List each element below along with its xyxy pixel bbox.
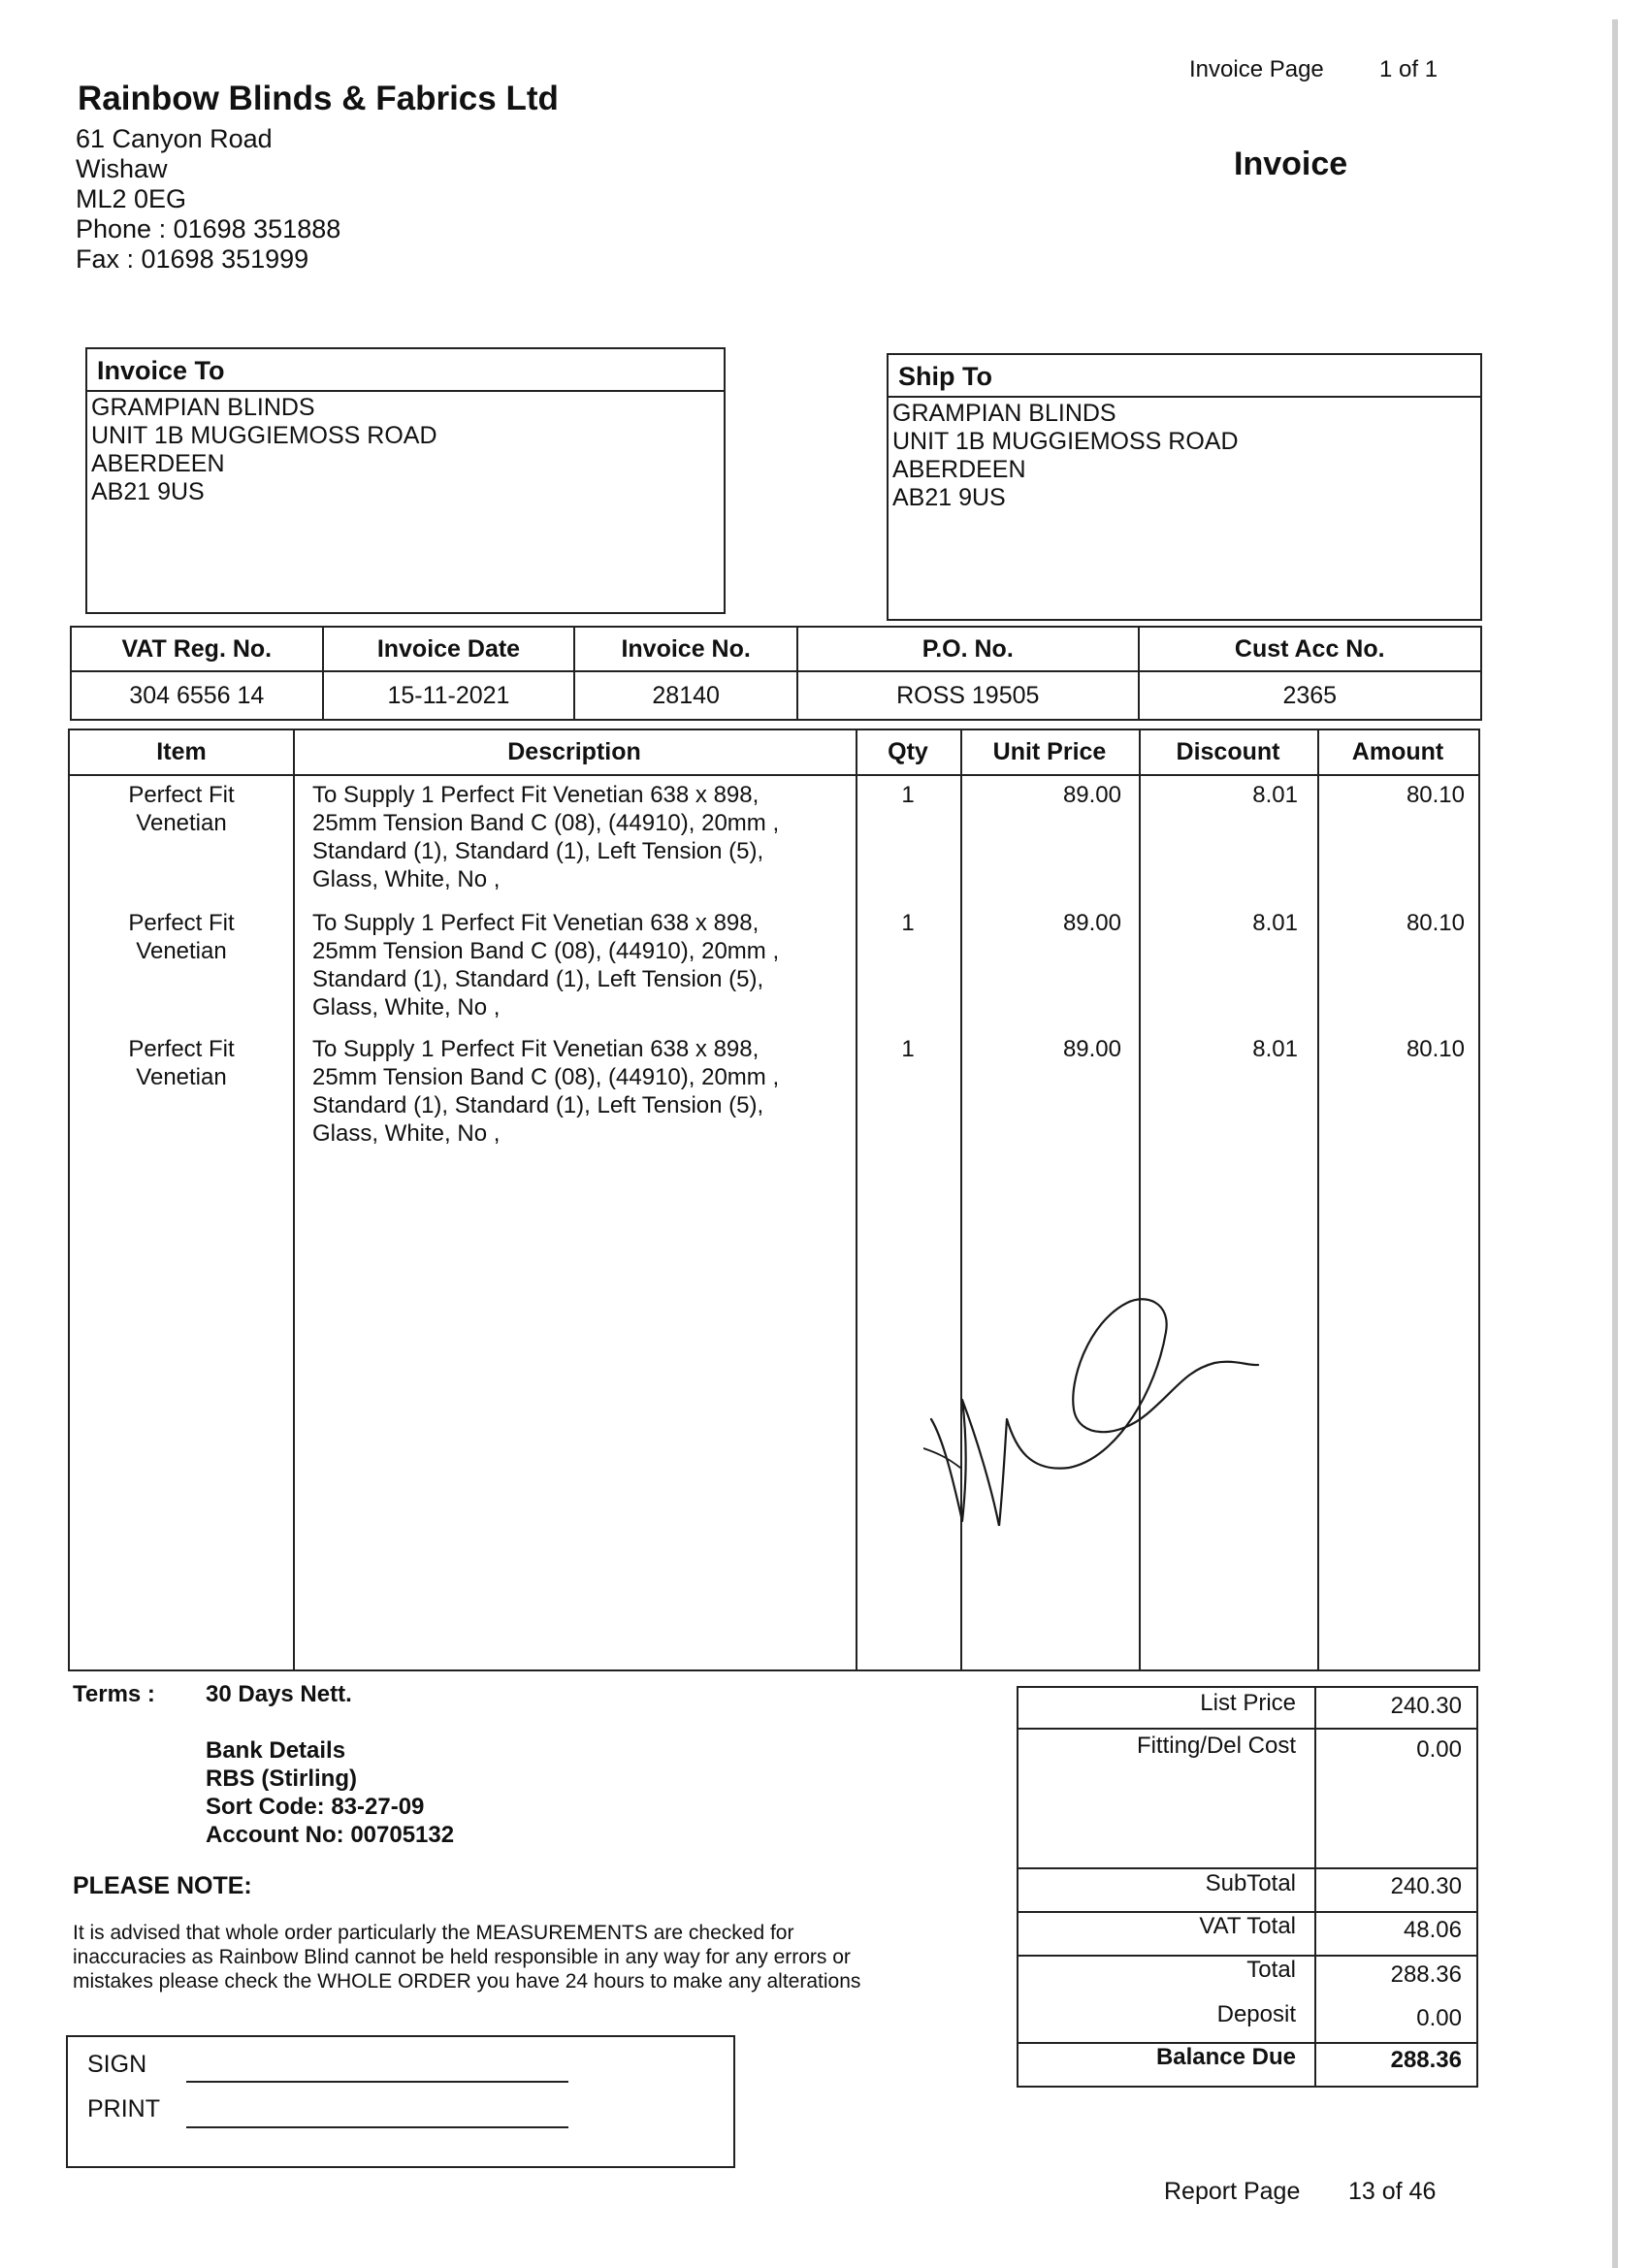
- item-description: [312, 1035, 856, 1148]
- note-line: It is advised that whole order particularly the MEASUREMENTS are checked for: [73, 1922, 794, 1944]
- ship-to-address: [889, 398, 1480, 512]
- totals-box: [1017, 1686, 1478, 2088]
- list-price-value: 240.30: [1390, 1693, 1462, 1719]
- report-page-label: Report Page: [1164, 2178, 1301, 2205]
- vat-total-value: 48.06: [1403, 1917, 1462, 1943]
- description-line: 25mm Tension Band C (08), (44910), 20mm ,: [312, 1064, 780, 1090]
- fitting-cost-label: Fitting/Del Cost: [1136, 1733, 1296, 1759]
- account-number: Account No: 00705132: [206, 1822, 455, 1848]
- please-note-heading: PLEASE NOTE:: [73, 1872, 252, 1899]
- note-line: inaccuracies as Rainbow Blind cannot be held responsible in any way for any errors or: [73, 1946, 851, 1968]
- sort-code: Sort Code: 83-27-09: [206, 1794, 425, 1820]
- invoice-to-heading: Invoice To: [87, 349, 724, 392]
- item-name-line: Perfect Fit: [128, 782, 235, 808]
- document-title: Invoice: [1234, 146, 1348, 182]
- item-name-line: Venetian: [136, 938, 227, 964]
- invoice-to-address: [87, 392, 724, 506]
- vat-reg-header: VAT Reg. No.: [71, 627, 323, 671]
- totals-row-line: [1018, 1867, 1476, 1869]
- amount-column-header: Amount: [1351, 738, 1444, 765]
- balance-due-value: 288.36: [1390, 2047, 1462, 2073]
- description-line: To Supply 1 Perfect Fit Venetian 638 x 898,: [312, 1036, 760, 1062]
- description-line: 25mm Tension Band C (08), (44910), 20mm ,: [312, 810, 780, 836]
- item-amount: 80.10: [1406, 910, 1465, 936]
- description-line: Glass, White, No ,: [312, 866, 501, 892]
- invoice-no-header: Invoice No.: [574, 627, 797, 671]
- invoice-info-header-row: [71, 627, 1481, 671]
- column-divider: [960, 730, 962, 1669]
- ship-to-heading: Ship To: [889, 355, 1480, 398]
- subtotal-value: 240.30: [1390, 1873, 1462, 1899]
- invoice-page-value: 1 of 1: [1379, 56, 1439, 82]
- invoice-no-value: 28140: [574, 671, 797, 720]
- item-unit-price: 89.00: [1062, 910, 1121, 936]
- item-discount: 8.01: [1252, 782, 1298, 808]
- item-unit-price: 89.00: [1062, 782, 1121, 808]
- description-column-header: Description: [507, 738, 641, 765]
- invoice-date-value: 15-11-2021: [323, 671, 575, 720]
- po-no-header: P.O. No.: [797, 627, 1138, 671]
- address-line: 61 Canyon Road: [76, 124, 273, 153]
- item-name-line: Perfect Fit: [128, 1036, 235, 1062]
- totals-row-line: [1018, 1728, 1476, 1730]
- invoice-to-line: ABERDEEN: [91, 450, 225, 477]
- item-amount: 80.10: [1406, 782, 1465, 808]
- address-line: Wishaw: [76, 154, 168, 183]
- column-divider: [293, 730, 295, 1669]
- description-line: Standard (1), Standard (1), Left Tension (5),: [312, 966, 764, 992]
- report-page-value: 13 of 46: [1348, 2178, 1437, 2205]
- address-line: ML2 0EG: [76, 184, 187, 213]
- item-description: [312, 781, 856, 893]
- discount-column-header: Discount: [1176, 738, 1280, 765]
- item-discount: 8.01: [1252, 910, 1298, 936]
- description-line: Standard (1), Standard (1), Left Tension (5),: [312, 838, 764, 864]
- bank-name: RBS (Stirling): [206, 1766, 357, 1792]
- item-name: [70, 909, 293, 965]
- total-label: Total: [1246, 1957, 1296, 1983]
- item-column-header: Item: [156, 738, 207, 765]
- item-discount: 8.01: [1252, 1036, 1298, 1062]
- invoice-to-line: GRAMPIAN BLINDS: [91, 394, 315, 421]
- item-amount: 80.10: [1406, 1036, 1465, 1062]
- invoice-info-value-row: [71, 671, 1481, 720]
- item-description: [312, 909, 856, 1021]
- line-items-table: [68, 729, 1480, 1671]
- column-divider: [1139, 730, 1141, 1669]
- header-divider: [70, 774, 1478, 776]
- column-divider: [856, 730, 857, 1669]
- bank-details-heading: Bank Details: [206, 1737, 346, 1764]
- po-no-value: ROSS 19505: [797, 671, 1138, 720]
- company-address: [76, 124, 340, 275]
- ship-to-line: AB21 9US: [892, 484, 1006, 511]
- subtotal-label: SubTotal: [1205, 1870, 1296, 1896]
- ship-to-line: UNIT 1B MUGGIEMOSS ROAD: [892, 428, 1239, 455]
- item-name: [70, 781, 293, 837]
- balance-due-label: Balance Due: [1155, 2044, 1296, 2070]
- sign-field[interactable]: [186, 2081, 568, 2083]
- fax-line: Fax : 01698 351999: [76, 244, 309, 274]
- invoice-to-line: AB21 9US: [91, 478, 205, 505]
- invoice-info-table: [70, 626, 1482, 721]
- please-note-text: [73, 1921, 860, 1993]
- terms-value: 30 Days Nett.: [206, 1681, 352, 1707]
- list-price-label: List Price: [1200, 1690, 1296, 1716]
- unit-price-column-header: Unit Price: [992, 738, 1107, 765]
- vat-total-label: VAT Total: [1199, 1913, 1296, 1939]
- item-qty: 1: [901, 782, 915, 808]
- scan-edge: [1612, 19, 1618, 2268]
- description-line: To Supply 1 Perfect Fit Venetian 638 x 898,: [312, 782, 760, 808]
- item-name-line: Venetian: [136, 1064, 227, 1090]
- bank-details: [206, 1736, 454, 1849]
- invoice-to-box: [85, 347, 726, 614]
- ship-to-box: [887, 353, 1482, 621]
- print-label: PRINT: [87, 2095, 160, 2122]
- item-qty: 1: [901, 1036, 915, 1062]
- item-qty: 1: [901, 910, 915, 936]
- description-line: To Supply 1 Perfect Fit Venetian 638 x 898,: [312, 910, 760, 936]
- item-name-line: Perfect Fit: [128, 910, 235, 936]
- invoice-to-line: UNIT 1B MUGGIEMOSS ROAD: [91, 422, 437, 449]
- item-unit-price: 89.00: [1062, 1036, 1121, 1062]
- column-divider: [1317, 730, 1319, 1669]
- note-line: mistakes please check the WHOLE ORDER you have 24 hours to make any alterations: [73, 1970, 861, 1993]
- sign-box: [66, 2035, 735, 2168]
- company-name: Rainbow Blinds & Fabrics Ltd: [78, 80, 559, 117]
- description-line: Standard (1), Standard (1), Left Tension (5),: [312, 1092, 764, 1118]
- invoice-date-header: Invoice Date: [323, 627, 575, 671]
- deposit-label: Deposit: [1216, 2001, 1296, 2027]
- deposit-value: 0.00: [1416, 2005, 1462, 2031]
- qty-column-header: Qty: [888, 738, 928, 765]
- handwritten-signature: [923, 1293, 1292, 1526]
- vat-reg-value: 304 6556 14: [71, 671, 323, 720]
- total-value: 288.36: [1390, 1961, 1462, 1988]
- ship-to-line: ABERDEEN: [892, 456, 1026, 483]
- phone-line: Phone : 01698 351888: [76, 214, 341, 243]
- sign-label: SIGN: [87, 2051, 147, 2078]
- ship-to-line: GRAMPIAN BLINDS: [892, 400, 1116, 427]
- fitting-cost-value: 0.00: [1416, 1736, 1462, 1763]
- description-line: Glass, White, No ,: [312, 1120, 501, 1147]
- item-name-line: Venetian: [136, 810, 227, 836]
- description-line: Glass, White, No ,: [312, 994, 501, 1021]
- cust-acc-value: 2365: [1139, 671, 1481, 720]
- terms-label: Terms :: [73, 1681, 155, 1707]
- invoice-page-label: Invoice Page: [1189, 56, 1324, 82]
- item-name: [70, 1035, 293, 1091]
- description-line: 25mm Tension Band C (08), (44910), 20mm ,: [312, 938, 780, 964]
- print-field[interactable]: [186, 2126, 568, 2128]
- cust-acc-header: Cust Acc No.: [1139, 627, 1481, 671]
